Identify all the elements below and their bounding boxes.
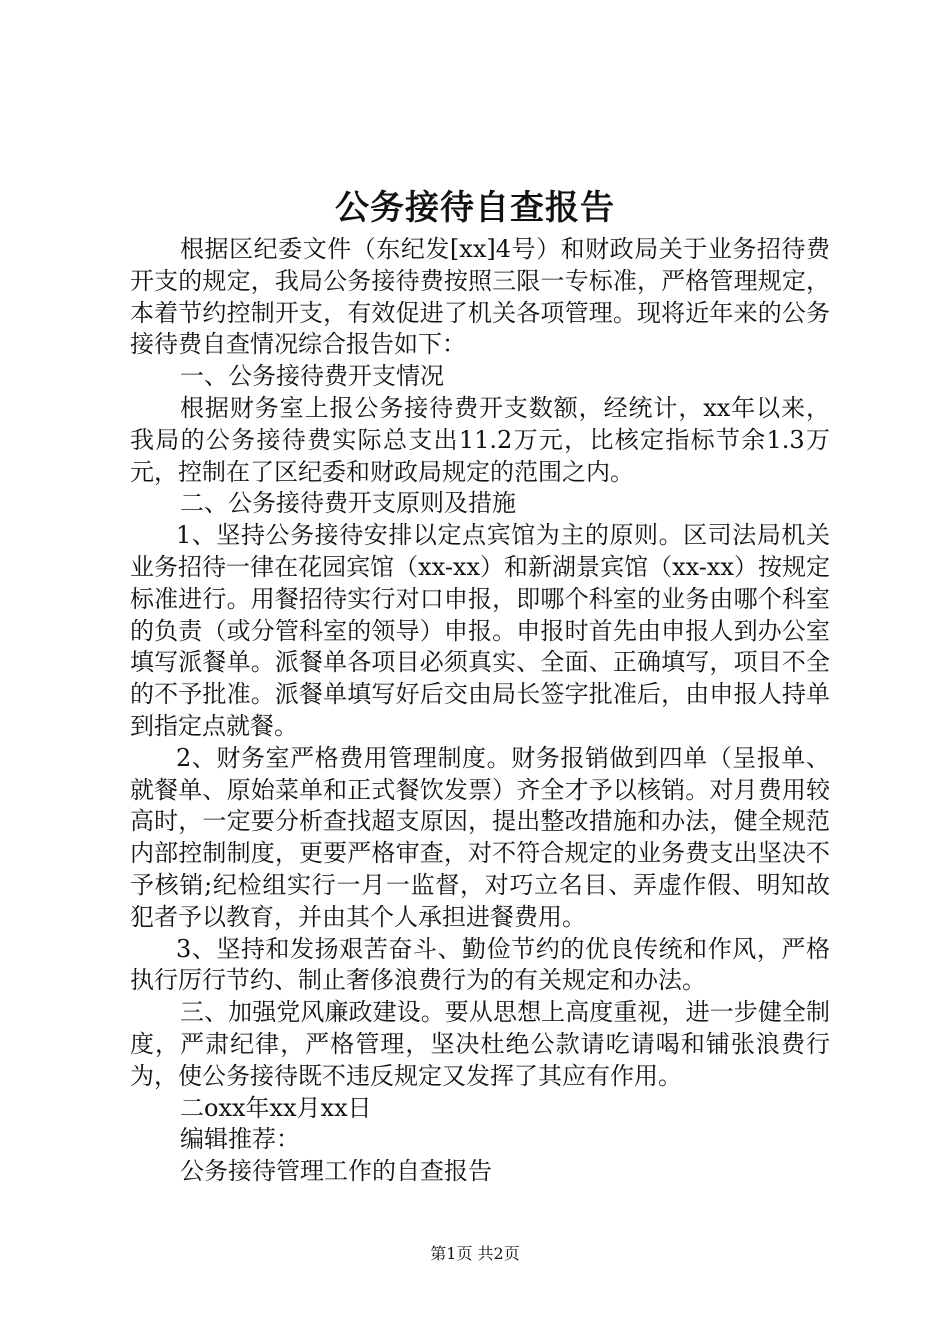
editor-recommend-label: 编辑推荐：	[180, 1125, 300, 1154]
paragraph-item-1: 1、坚持公务接待安排以定点宾馆为主的原则。区司法局机关业务招待一律在花园宾馆（xx-xx）和新湖景宾馆（xx-xx）按规定标准进行。用餐招待实行对口申报，即哪个科室的业务由哪个科室的负责（或分管科室的领导）申报。申报时首先由申报人到办公室填写派餐单。派餐单各项目必须真实、全面、正确填写，项目不全的不予批准。派餐单填写好后交由局长签字批准后，由申报人持单到指定点就餐。	[130, 521, 830, 740]
paragraph-intro: 根据区纪委文件（东纪发[xx]4号）和财政局关于业务招待费开支的规定，我局公务接待费按照三限一专标准，严格管理规定，本着节约控制开支，有效促进了机关各项管理。现将近年来的公务接待费自查情况综合报告如下：	[130, 235, 830, 359]
paragraph-item-3: 3、坚持和发扬艰苦奋斗、勤俭节约的优良传统和作风，严格执行厉行节约、制止奢侈浪费行为的有关规定和办法。	[130, 934, 830, 995]
heading-section-2: 二、公务接待费开支原则及措施	[180, 489, 516, 518]
document-title: 公务接待自查报告	[335, 188, 615, 228]
page-footer: 第1页 共2页	[430, 1244, 520, 1263]
document-body	[130, 234, 830, 1188]
recommended-article-link[interactable]: 公务接待管理工作的自查报告	[180, 1157, 492, 1186]
paragraph-section-1: 根据财务室上报公务接待费开支数额，经统计，xx年以来，我局的公务接待费实际总支出11.2万元，比核定指标节余1.3万元，控制在了区纪委和财政局规定的范围之内。	[130, 393, 830, 486]
paragraph-item-2: 2、财务室严格费用管理制度。财务报销做到四单（呈报单、就餐单、原始菜单和正式餐饮发票）齐全才予以核销。对月费用较高时，一定要分析查找超支原因，提出整改措施和办法，健全规范内部控制制度，更要严格审查，对不符合规定的业务费支出坚决不予核销;纪检组实行一月一监督，对巧立名目、弄虚作假、明知故犯者予以教育，并由其个人承担进餐费用。	[130, 743, 830, 931]
paragraph-section-3: 三、加强党风廉政建设。要从思想上高度重视，进一步健全制度，严肃纪律，严格管理，坚决杜绝公款请吃请喝和铺张浪费行为，使公务接待既不违反规定又发挥了其应有作用。	[130, 998, 830, 1090]
document-date: 二oxx年xx月xx日	[180, 1093, 372, 1122]
heading-section-1: 一、公务接待费开支情况	[180, 362, 444, 391]
